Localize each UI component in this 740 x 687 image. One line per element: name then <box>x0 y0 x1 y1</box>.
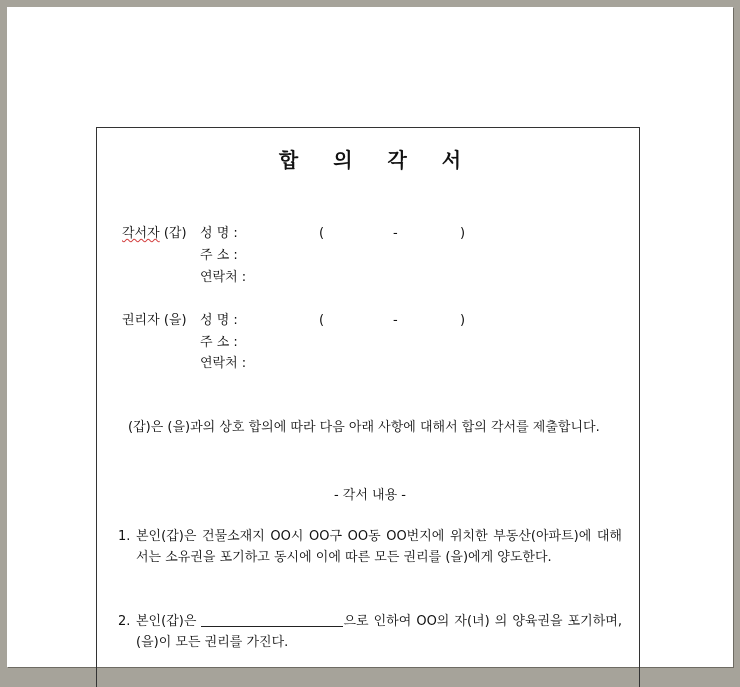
party-a-role-name: 각서자 <box>122 226 160 241</box>
section-heading: - 각서 내용 - <box>333 488 406 503</box>
party-b-close-paren: ) <box>460 313 466 328</box>
party-b-contact-label: 연락처 : <box>200 356 247 371</box>
list-item <box>118 526 622 568</box>
party-a-address-label: 주 소 : <box>200 248 238 263</box>
list-item <box>118 611 622 653</box>
intro-paragraph: (갑)은 (을)과의 상호 합의에 따라 다음 아래 사항에 대해서 합의 각서를 제출합니다. <box>128 420 600 435</box>
party-a-role <box>122 226 187 242</box>
party-b-role-name: 권리자 <box>122 313 160 328</box>
item-text-after: 으로 인하여 OO의 자(녀) 의 양육권을 포기하며, (을)이 모든 권리를 가진다. <box>136 614 622 650</box>
party-b-address-label: 주 소 : <box>200 335 238 350</box>
item-text-before: 본인(갑)은 <box>136 614 197 629</box>
party-b-tag: (을) <box>163 313 187 328</box>
item-text: 본인(갑)은 건물소재지 OO시 OO구 OO동 OO번지에 위치한 부동산(아파트)에 대해서는 소유권을 포기하고 동시에 이에 따른 모든 권리를 (을)에게 양도한다. <box>136 529 622 565</box>
item-text <box>136 611 622 653</box>
item-number: 2. <box>118 614 131 629</box>
party-b-dash: - <box>393 313 398 328</box>
party-a-contact-label: 연락처 : <box>200 270 247 285</box>
party-a-dash: - <box>393 226 398 241</box>
item-number: 1. <box>118 529 131 544</box>
document-title: 합 의 각 서 <box>278 148 476 172</box>
party-b-open-paren: ( <box>319 313 325 328</box>
party-a-name-label: 성 명 : <box>200 226 238 241</box>
party-b-role <box>122 313 187 329</box>
party-a-open-paren: ( <box>319 226 325 241</box>
fill-in-blank[interactable] <box>201 613 343 627</box>
party-a-close-paren: ) <box>460 226 466 241</box>
party-b-name-label: 성 명 : <box>200 313 238 328</box>
document-border <box>96 127 640 687</box>
party-a-tag: (갑) <box>163 226 187 241</box>
